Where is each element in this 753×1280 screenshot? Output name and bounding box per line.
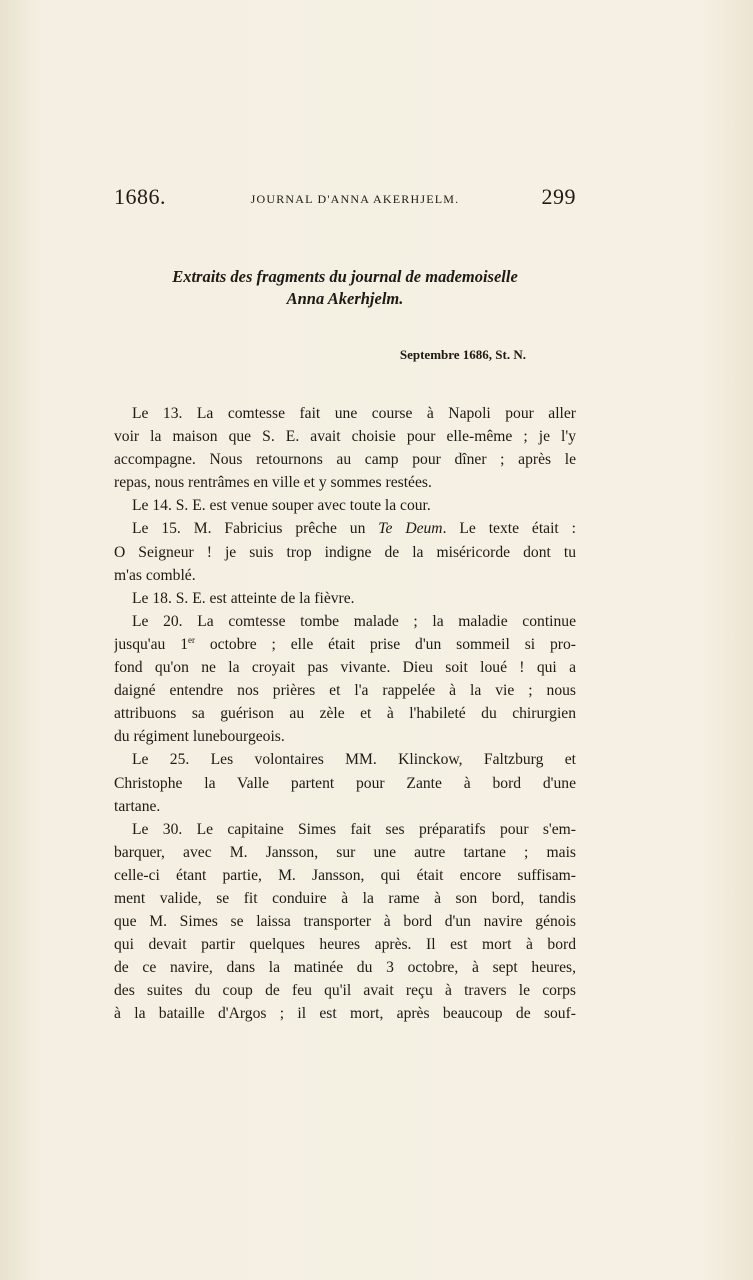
text-line: à la bataille d'Argos ; il est mort, après beaucoup de souf- <box>114 1005 576 1023</box>
text-line: repas, nous rentrâmes en ville et y sommes restées. <box>114 474 432 492</box>
section-title <box>114 266 576 310</box>
text-line: ment valide, se fit conduire à la rame à son bord, tandis <box>114 889 576 907</box>
superscript: er <box>188 634 195 645</box>
section-title-line-2: Anna Akerhjelm. <box>286 289 404 308</box>
text-segment: Le 15. M. Fabricius prêche un <box>132 520 379 538</box>
text-line <box>114 517 576 540</box>
italic-term: Te Deum <box>378 520 443 538</box>
text-line: m'as comblé. <box>114 566 196 584</box>
dateline: Septembre 1686, St. N. <box>399 347 526 362</box>
text-line: Le 20. La comtesse tombe malade ; la maladie continue <box>132 612 576 630</box>
text-line: daigné entendre nos prières et l'a rappelée à la vie ; nous <box>114 682 576 700</box>
running-head: JOURNAL D'ANNA AKERHJELM. <box>250 192 460 206</box>
text-line <box>114 633 576 656</box>
text-segment: octobre ; elle était prise d'un sommeil si pro- <box>195 635 576 653</box>
text-line: voir la maison que S. E. avait choisie pour elle-même ; je l'y <box>114 428 576 446</box>
text-line: tartane. <box>114 797 161 815</box>
text-line: Le 25. Les volontaires MM. Klinckow, Faltzburg et <box>132 751 576 769</box>
text-line: du régiment lunebourgeois. <box>114 728 285 746</box>
text-line: attribuons sa guérison au zèle et à l'habileté du chirurgien <box>114 705 576 723</box>
text-segment: jusqu'au 1 <box>114 635 188 653</box>
year-folio: 1686. <box>114 184 166 209</box>
text-line: Le 30. Le capitaine Simes fait ses préparatifs pour s'em- <box>132 820 576 838</box>
text-line: qui devait partir quelques heures après. Il est mort à bord <box>114 936 576 954</box>
text-line: Le 18. S. E. est atteinte de la fièvre. <box>132 589 355 607</box>
text-line: O Seigneur ! je suis trop indigne de la miséricorde dont tu <box>114 543 576 561</box>
text-line: Le 14. S. E. est venue souper avec toute la cour. <box>132 497 431 515</box>
text-line: que M. Simes se laissa transporter à bord d'un navire génois <box>114 913 576 931</box>
text-line: barquer, avec M. Jansson, sur une autre tartane ; mais <box>114 843 576 861</box>
text-line: Le 13. La comtesse fait une course à Napoli pour aller <box>132 405 576 422</box>
page-number: 299 <box>541 184 576 209</box>
text-line: celle-ci étant partie, M. Jansson, qui était encore suffisam- <box>114 866 576 884</box>
journal-text <box>114 402 576 1026</box>
text-line: accompagne. Nous retournons au camp pour dîner ; après le <box>114 451 576 469</box>
text-line: fond qu'on ne la croyait pas vivante. Dieu soit loué ! qui a <box>114 659 576 677</box>
text-line: de ce navire, dans la matinée du 3 octobre, à sept heures, <box>114 959 576 977</box>
section-title-line-1: Extraits des fragments du journal de mademoiselle <box>172 267 518 286</box>
text-line: Christophe la Valle partent pour Zante à bord d'une <box>114 774 576 792</box>
page-header <box>114 184 576 214</box>
text-segment: . Le texte était : <box>442 520 576 538</box>
text-line: des suites du coup de feu qu'il avait reçu à travers le corps <box>114 982 576 1000</box>
